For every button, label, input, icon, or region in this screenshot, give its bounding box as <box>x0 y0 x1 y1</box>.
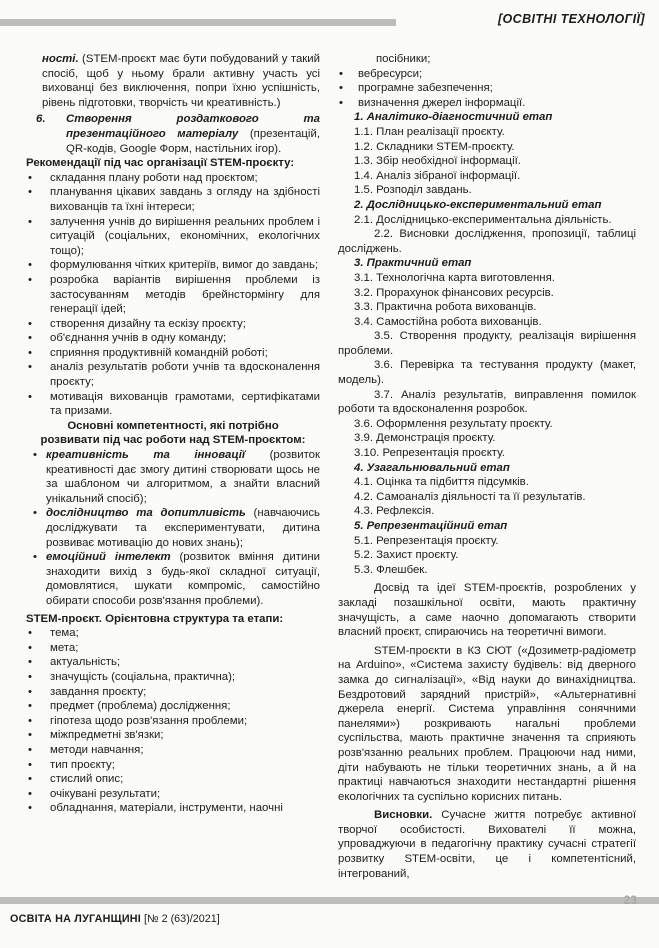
stage-4-title: 4. Узагальнювальний етап <box>354 461 510 474</box>
list-item: • планування цікавих завдань з огляду на здібності вихованців та їхні інтереси; <box>28 186 320 213</box>
list-item: • тема; <box>28 627 79 640</box>
list-item: • формулювання чітких критеріїв, вимог до завдань; <box>28 259 319 272</box>
stage-item: 2.2. Висновки дослідження, пропозиції, таблиці досліджень. <box>338 228 636 255</box>
stage-item: 3.9. Демонстрація проєкту. <box>354 432 496 445</box>
structure-heading: STEM-проєкт. Орієнтовна структура та етапи: <box>26 612 284 625</box>
stage-item: 2.1. Дослідницько-експериментальна діяльність. <box>354 213 612 226</box>
list-item: • сприяння продуктивній командній роботі; <box>28 346 268 359</box>
paragraph-conclusions: Висновки. Сучасне життя потребує активної творчої особистості. Вихователі її можна, упроваджуючи в педагогічну практику сучасні стратегії розвитку STEM-освіти, це і компетентісний, інтегрований, <box>338 809 636 880</box>
page-number: 23 <box>623 893 637 907</box>
list-item: • обладнання, матеріали, інструменти, наочні <box>28 802 283 815</box>
list-item: • стислий опис; <box>28 773 124 786</box>
right-column <box>338 52 636 881</box>
list-item: • завдання проєкту; <box>28 685 147 698</box>
stage-item: 3.6. Перевірка та тестування продукту (макет, модель). <box>338 359 636 387</box>
list-item: • дослідництво та допитливість (навчаючись досліджувати та експериментувати, дитина розвиває мотивацію до нових знань); <box>33 507 320 549</box>
list-item: • міжпредметні зв'язки; <box>28 729 164 742</box>
list-item: • залучення учнів до вирішення реальних проблем і ситуацій (соціальних, економічних, екологічних тощо); <box>28 215 320 257</box>
list-item: • тип проєкту; <box>28 758 115 771</box>
list-continuation: посібники; <box>376 53 431 65</box>
list-item: • створення дизайну та ескізу проєкту; <box>28 317 246 330</box>
recommendations-list <box>26 171 320 419</box>
competences-heading-line-2: розвивати під час роботи над STEM-проєктом: <box>40 434 306 447</box>
issue-number: [№ 2 (63)/2021] <box>144 913 220 925</box>
list-item: • вебресурси; <box>339 67 423 80</box>
stage-item: 1.2. Складники STEM-проєкту. <box>354 140 515 153</box>
stage-item: 1.5. Розподіл завдань. <box>354 184 472 197</box>
structure-list <box>26 626 320 816</box>
header-rule <box>0 19 396 26</box>
footer-rule <box>0 897 659 904</box>
list-item: • визначення джерел інформації. <box>339 96 526 109</box>
list-item: • методи навчання; <box>28 743 144 756</box>
list-item: • мотивація вихованців грамотами, сертифікатами та призами. <box>28 390 320 418</box>
structure-list-continued <box>338 67 636 111</box>
list-item: • значущість (соціальна, практична); <box>28 670 236 683</box>
stage-item: 5.2. Захист проєкту. <box>354 549 459 562</box>
stage-2-title: 2. Дослідницько-експериментальний етап <box>354 198 602 211</box>
competences-heading-line-1: Основні компетентності, які потрібно <box>67 419 279 432</box>
stage-item: 3.10. Репрезентація проєкту. <box>354 447 505 460</box>
paragraph-experience: Досвід та ідеї STEM-проєктів, розроблених у закладі позашкільної освіти, мають практичну значущість, а саме наочно допомагають створити власний проєкт, спираючись на теоретичні вимоги. <box>338 582 636 639</box>
stage-item: 3.7. Аналіз результатів, виправлення помилок роботи та вдосконалення розробок. <box>338 388 636 416</box>
footer <box>10 912 220 927</box>
list-item: • мета; <box>28 641 79 654</box>
stage-item: 4.1. Оцінка та підбиття підсумків. <box>354 476 529 489</box>
stage-item: 3.1. Технологічна карта виготовлення. <box>354 271 555 284</box>
stage-3-title: 3. Практичний етап <box>354 257 472 270</box>
list-item: • розробка варіантів вирішення проблеми із застосуванням методів брейнстормінгу для генерації ідей; <box>28 273 320 316</box>
list-item: • креативність та інновації (розвиток креативності дає змогу дитині створювати щось не за шаблоном чи алгоритмом, а знайти власний унікальний спосіб); <box>33 449 320 505</box>
stage-item: 4.2. Самоаналіз діяльності та її результатів. <box>354 490 586 503</box>
left-column <box>26 52 320 816</box>
list-item: • програмне забезпечення; <box>339 82 493 95</box>
list-item: • складання плану роботи над проєктом; <box>28 171 258 184</box>
list-item: • аналіз результатів роботи учнів та вдосконалення проєкту; <box>28 361 320 389</box>
numbered-item-6: 6. Створення роздаткового та презентаційного матеріалу (презентацій, QR-кодів, Google Форм, настільних ігор). <box>36 113 320 155</box>
stage-item: 3.6. Оформлення результату проєкту. <box>354 417 553 430</box>
stage-item: 1.1. План реалізації проєкту. <box>354 125 505 138</box>
list-item: • гіпотеза щодо розв'язання проблеми; <box>28 714 248 727</box>
stage-item: 4.3. Рефлексія. <box>354 505 435 518</box>
stage-item: 3.5. Створення продукту, реалізація вирішення проблеми. <box>338 330 636 357</box>
journal-name: ОСВІТА НА ЛУГАНЩИНІ <box>10 913 141 925</box>
list-item: • актуальність; <box>28 656 121 669</box>
list-item: • об'єднання учнів в одну команду; <box>28 332 227 345</box>
stage-item: 5.1. Репрезентація проєкту. <box>354 534 499 547</box>
stage-5-title: 5. Репрезентаційний етап <box>354 520 508 532</box>
stage-item: 3.3. Практична робота вихованців. <box>354 301 537 314</box>
list-item: • емоційний інтелект (розвиток вміння дитини знаходити вихід з будь-якої складної ситуації, домовлятися, шукати компроміс, самостійно обирати способи розв'язання проблеми). <box>33 551 320 607</box>
section-header: [ОСВІТНІ ТЕХНОЛОГІЇ] <box>497 12 645 26</box>
stage-item: 5.3. Флешбек. <box>354 563 428 576</box>
item-number: 6. <box>36 113 46 126</box>
paragraph-continuation: ності. (STEM-проєкт має бути побудований у такий спосіб, щоб у ньому брали активну участь усі вихованці без виключення, попри їхню успішність, рівень підготовки, творчість чи креативність.) <box>42 53 320 109</box>
stage-item: 3.2. Прорахунок фінансових ресурсів. <box>354 286 554 299</box>
paragraph-projects: STEM-проєкти в КЗ СЮТ («Дозиметр-радіометр на Arduino», «Система захисту будівель: від дверного замка до сигналізації», «Від науки до винахідництва. Бездротовий зарядний пристрій», «Альтернативні джерела енергії. Система управління сонячними панелями») розкривають нагальні проблеми суспільства, мають практичне значення та сприяють розв'язанню реальних проблем. Працюючи над ними, діти набувають не тільки теоретичних знань, а й на практиці навчаються знаходити нестандартні рішення екологічних та суспільно корисних питань. <box>338 644 636 803</box>
list-item: • предмет (проблема) дослідження; <box>28 700 231 713</box>
competences-list <box>26 448 320 609</box>
stage-item: 1.3. Збір необхідної інформації. <box>354 155 521 168</box>
stage-item: 1.4. Аналіз зібраної інформації. <box>354 169 521 182</box>
stage-1-title: 1. Аналітико-діагностичний етап <box>354 111 553 124</box>
list-item: • очікувані результати; <box>28 787 161 800</box>
conclusions-label: Висновки. <box>374 809 433 822</box>
recommendations-heading: Рекомендації під час організації STEM-проєкту: <box>26 157 295 170</box>
stage-item: 3.4. Самостійна робота вихованців. <box>354 315 542 328</box>
